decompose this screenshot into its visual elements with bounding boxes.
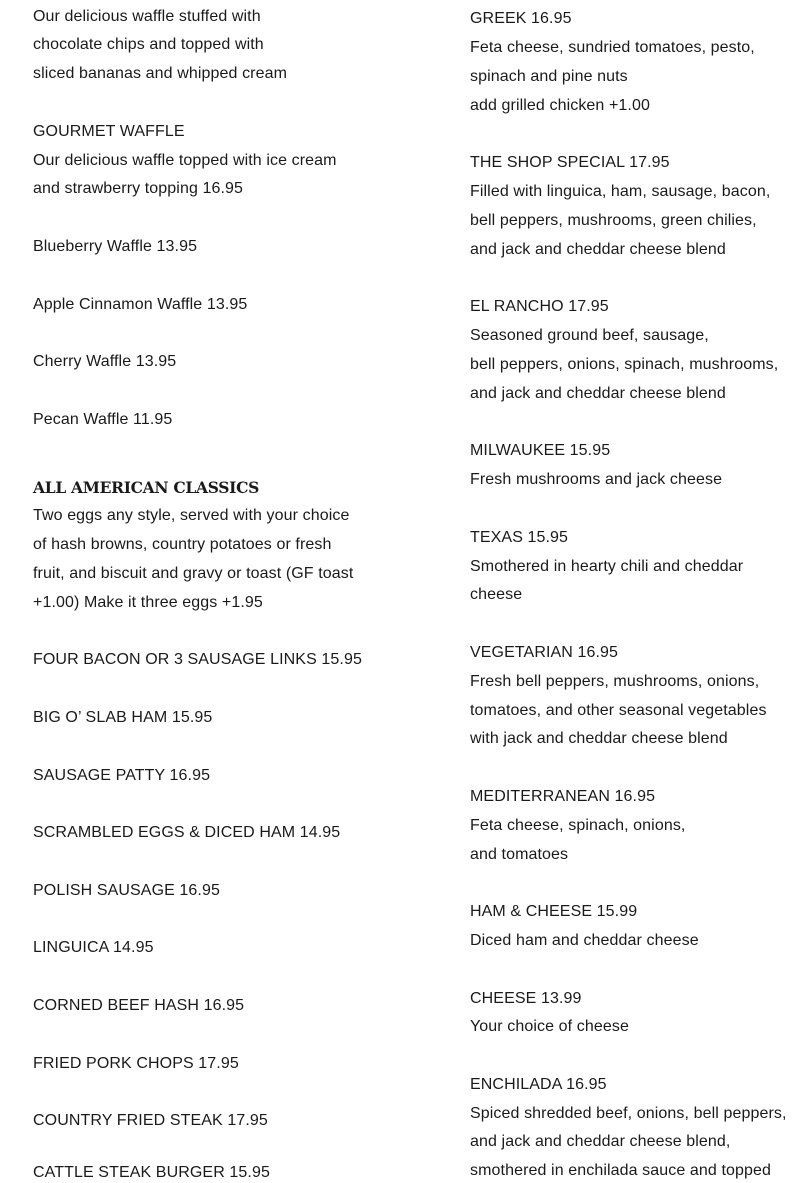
menu-description: Two eggs any style, served with your choice bbox=[33, 507, 350, 524]
menu-item-title: FOUR BACON OR 3 SAUSAGE LINKS 15.95 bbox=[33, 651, 362, 668]
menu-description: +1.00) Make it three eggs +1.95 bbox=[33, 594, 263, 611]
menu-description: cheese bbox=[470, 586, 523, 603]
menu-item-title: Pecan Waffle 11.95 bbox=[33, 411, 173, 428]
menu-description: and jack and cheddar cheese blend bbox=[470, 241, 726, 258]
menu-description: and strawberry topping 16.95 bbox=[33, 180, 244, 197]
menu-description: Our delicious waffle stuffed with bbox=[33, 8, 261, 25]
menu-description: with jack and cheddar cheese blend bbox=[470, 730, 728, 747]
menu-description: and tomatoes bbox=[470, 846, 569, 863]
menu-item-title: THE SHOP SPECIAL 17.95 bbox=[470, 154, 670, 171]
menu-description: bell peppers, onions, spinach, mushrooms, bbox=[470, 356, 779, 373]
menu-description: Fresh mushrooms and jack cheese bbox=[470, 471, 723, 488]
menu-description: Feta cheese, spinach, onions, bbox=[470, 817, 686, 834]
menu-item-title: CATTLE STEAK BURGER 15.95 bbox=[33, 1164, 270, 1181]
menu-item-title: Cherry Waffle 13.95 bbox=[33, 353, 177, 370]
menu-item-title: Blueberry Waffle 13.95 bbox=[33, 238, 198, 255]
menu-description: Spiced shredded beef, onions, bell peppers, bbox=[470, 1105, 787, 1122]
menu-description: of hash browns, country potatoes or fresh bbox=[33, 536, 332, 553]
section-heading: ALL AMERICAN CLASSICS bbox=[33, 478, 260, 497]
menu-description: Your choice of cheese bbox=[470, 1018, 629, 1035]
menu-item-title: SAUSAGE PATTY 16.95 bbox=[33, 767, 211, 784]
menu-item-title: MEDITERRANEAN 16.95 bbox=[470, 788, 656, 805]
menu-description: Filled with linguica, ham, sausage, bacon, bbox=[470, 183, 771, 200]
menu-item-title: GREEK 16.95 bbox=[470, 10, 572, 27]
menu-description: bell peppers, mushrooms, green chilies, bbox=[470, 212, 757, 229]
menu-item-title: POLISH SAUSAGE 16.95 bbox=[33, 882, 220, 899]
menu-item-title: Apple Cinnamon Waffle 13.95 bbox=[33, 296, 248, 313]
menu-description: Fresh bell peppers, mushrooms, onions, bbox=[470, 673, 760, 690]
menu-item-title: SCRAMBLED EGGS & DICED HAM 14.95 bbox=[33, 824, 341, 841]
menu-description: chocolate chips and topped with bbox=[33, 36, 264, 53]
menu-item-title: FRIED PORK CHOPS 17.95 bbox=[33, 1055, 239, 1072]
menu-item-title: BIG O’ SLAB HAM 15.95 bbox=[33, 709, 213, 726]
menu-item-title: EL RANCHO 17.95 bbox=[470, 298, 609, 315]
menu-description: Seasoned ground beef, sausage, bbox=[470, 327, 709, 344]
menu-description: and jack and cheddar cheese blend bbox=[470, 385, 726, 402]
menu-item-title: CORNED BEEF HASH 16.95 bbox=[33, 997, 245, 1014]
menu-item-title: ENCHILADA 16.95 bbox=[470, 1076, 607, 1093]
menu-description: add grilled chicken +1.00 bbox=[470, 97, 650, 114]
menu-description: Feta cheese, sundried tomatoes, pesto, bbox=[470, 39, 755, 56]
menu-description: Smothered in hearty chili and cheddar bbox=[470, 558, 744, 575]
menu-description: sliced bananas and whipped cream bbox=[33, 65, 288, 82]
menu-description: Diced ham and cheddar cheese bbox=[470, 932, 699, 949]
menu-description: spinach and pine nuts bbox=[470, 68, 628, 85]
menu-item-title: VEGETARIAN 16.95 bbox=[470, 644, 619, 661]
menu-item-title: LINGUICA 14.95 bbox=[33, 939, 154, 956]
menu-description: tomatoes, and other seasonal vegetables bbox=[470, 702, 767, 719]
menu-item-title: CHEESE 13.99 bbox=[470, 990, 582, 1007]
menu-description: smothered in enchilada sauce and topped bbox=[470, 1162, 772, 1179]
menu-description: Our delicious waffle topped with ice cream bbox=[33, 152, 337, 169]
menu-item-title: GOURMET WAFFLE bbox=[33, 123, 185, 140]
menu-item-title: MILWAUKEE 15.95 bbox=[470, 442, 611, 459]
menu-description: fruit, and biscuit and gravy or toast (GF toast bbox=[33, 565, 354, 582]
menu-item-title: TEXAS 15.95 bbox=[470, 529, 569, 546]
menu-item-title: COUNTRY FRIED STEAK 17.95 bbox=[33, 1112, 268, 1129]
menu-description: and jack and cheddar cheese blend, bbox=[470, 1133, 731, 1150]
menu-item-title: HAM & CHEESE 15.99 bbox=[470, 903, 638, 920]
